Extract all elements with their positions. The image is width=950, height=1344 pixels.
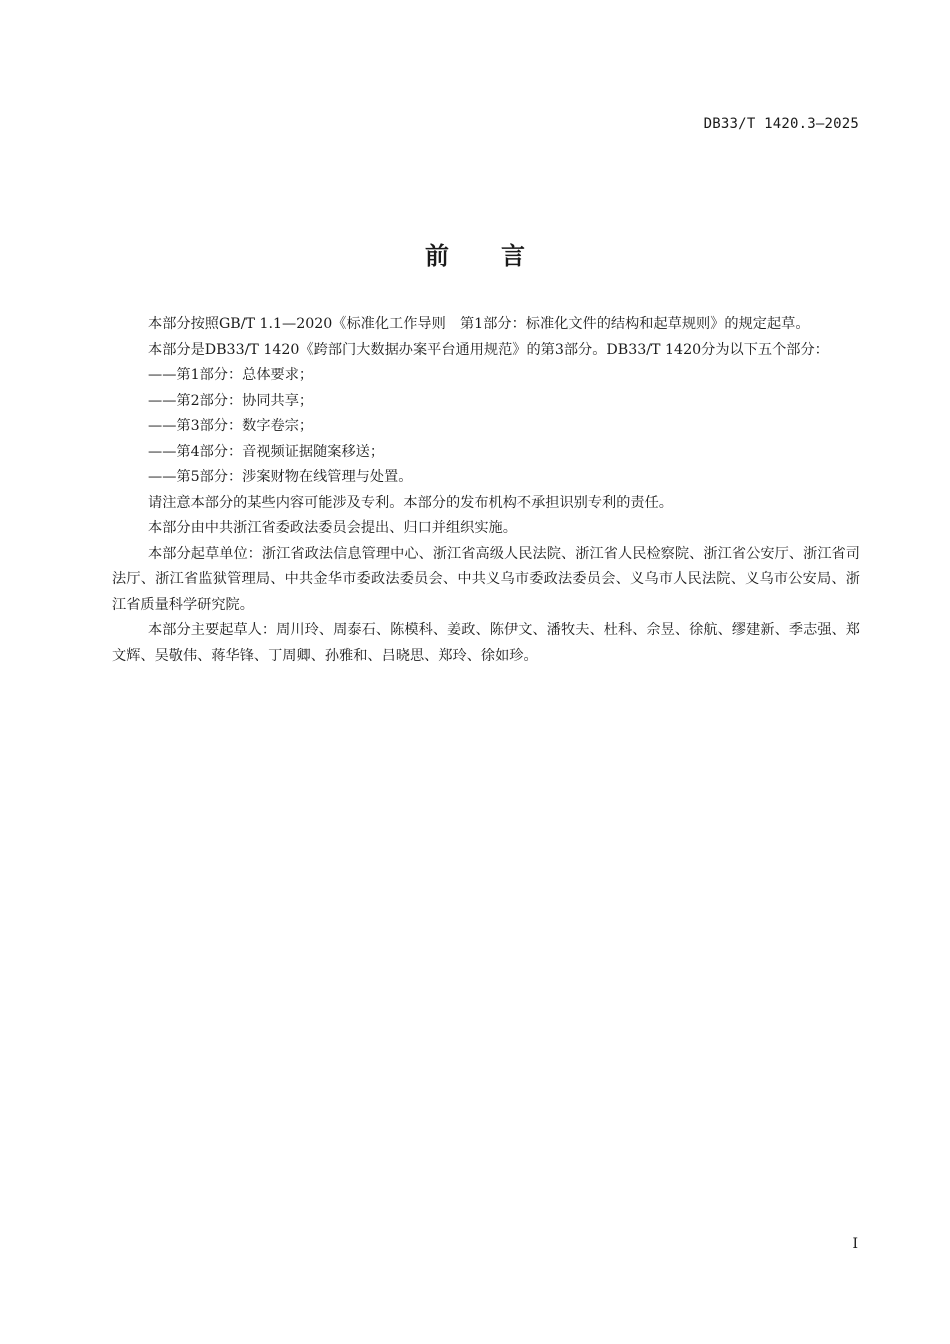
title-char-2: 言 xyxy=(501,242,525,270)
paragraph-drafters: 本部分主要起草人：周川玲、周泰石、陈模科、姜政、陈伊文、潘牧夫、杜科、佘昱、徐航、缪建新、季志强、郑文辉、吴敬伟、蒋华锋、丁周卿、孙雅和、吕晓思、郑玲、徐如珍。 xyxy=(112,622,860,664)
paragraph-drafting-units: 本部分起草单位：浙江省政法信息管理中心、浙江省高级人民法院、浙江省人民检察院、浙江省公安厅、浙江省司法厅、浙江省监狱管理局、中共金华市委政法委员会、中共义乌市委政法委员会、义乌市人民法院、义乌市公安局、浙江省质量科学研究院。 xyxy=(112,545,860,613)
foreword-body xyxy=(112,312,860,669)
document-number: DB33/T 1420.3—2025 xyxy=(703,116,859,132)
list-item: ——第1部分：总体要求； xyxy=(148,367,314,383)
title-char-1: 前 xyxy=(425,242,449,270)
list-item: ——第5部分：涉案财物在线管理与处置。 xyxy=(148,469,413,485)
paragraph-proposer: 本部分由中共浙江省委政法委员会提出、归口并组织实施。 xyxy=(148,520,517,536)
paragraph-drafting-rules: 本部分按照GB/T 1.1—2020《标准化工作导则 第1部分：标准化文件的结构和起草规则》的规定起草。 xyxy=(148,316,810,332)
page-title xyxy=(0,236,950,271)
list-item: ——第3部分：数字卷宗； xyxy=(148,418,314,434)
paragraph-series-intro: 本部分是DB33/T 1420《跨部门大数据办案平台通用规范》的第3部分。DB33/T 1420分为以下五个部分： xyxy=(148,341,829,358)
list-item: ——第4部分：音视频证据随案移送； xyxy=(148,443,385,460)
page-number: I xyxy=(852,1236,858,1252)
list-item: ——第2部分：协同共享； xyxy=(148,392,314,409)
paragraph-patent-notice: 请注意本部分的某些内容可能涉及专利。本部分的发布机构不承担识别专利的责任。 xyxy=(148,494,673,511)
